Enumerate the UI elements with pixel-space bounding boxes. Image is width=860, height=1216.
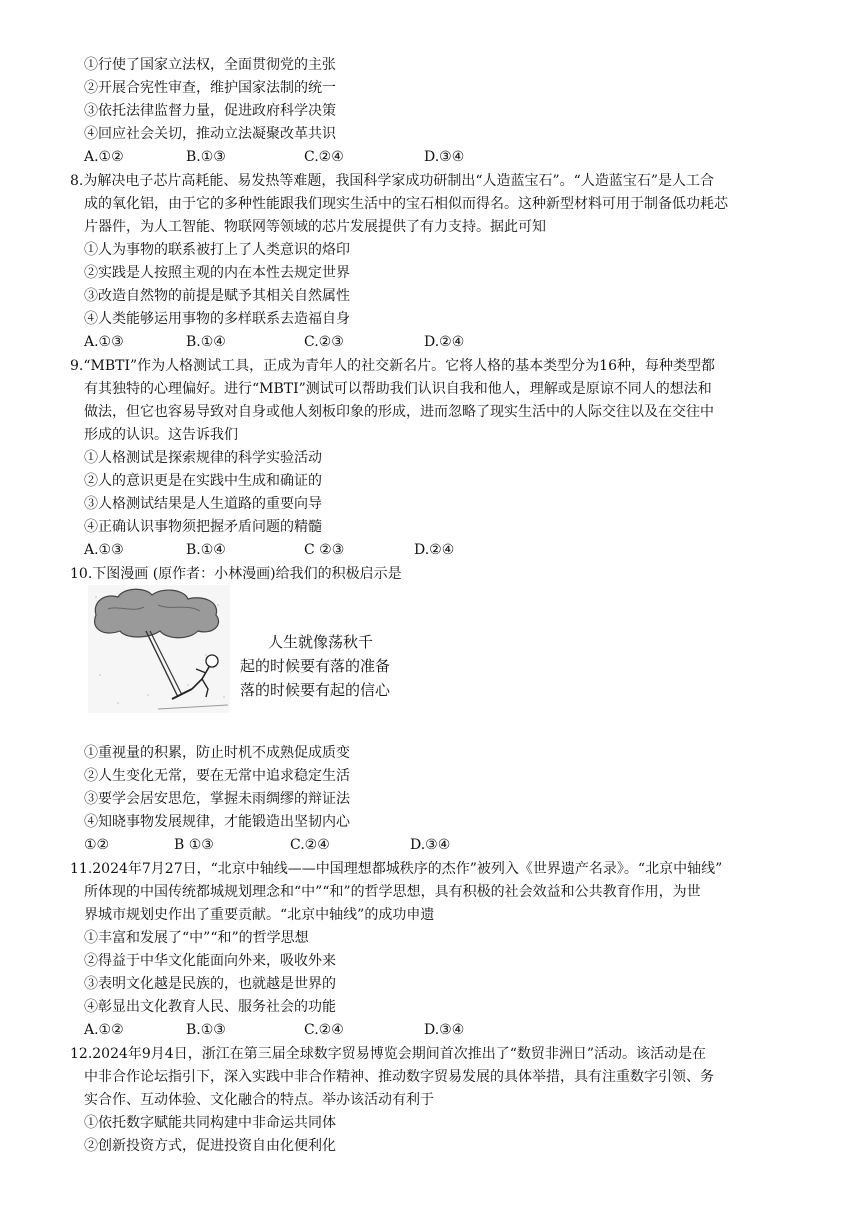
q8-item-3: ③改造自然物的前提是赋予其相关自然属性 [84, 288, 350, 304]
q10-option-d: D.③④ [410, 837, 451, 853]
q12-item-1: ①依托数字赋能共同构建中非命运共同体 [84, 1115, 336, 1131]
q11-stem-line-1: 11.2024年7月27日，“北京中轴线——中国理想都城秩序的杰作”被列入《世界遗产名录》。“北京中轴线” [70, 861, 723, 877]
q10-item-1: ①重视量的积累，防止时机不成熟促成质变 [84, 745, 350, 761]
q8-stem-line-3: 片器件，为人工智能、物联网等领域的芯片发展提供了有力支持。据此可知 [84, 219, 546, 235]
q8-option-d: D.②④ [424, 334, 465, 350]
q11-stem-line-3: 界城市规划史作出了重要贡献。“北京中轴线”的成功申遗 [84, 907, 435, 923]
q11-option-d: D.③④ [424, 1022, 465, 1038]
q8-item-4: ④人类能够运用事物的多样联系去造福自身 [84, 311, 350, 327]
q9-stem-line-1: 9.“MBTI”作为人格测试工具，正成为青年人的社交新名片。它将人格的基本类型分为16种，每种类型都 [70, 358, 715, 374]
q11-option-a: A.①② [84, 1022, 124, 1038]
q10-stem: 10.下图漫画 (原作者：小林漫画)给我们的积极启示是 [70, 566, 402, 582]
q12-stem-line-3: 实合作、互动体验、文化融合的特点。举办该活动有利于 [84, 1092, 434, 1108]
q8-stem-line-1: 8.为解决电子芯片高耗能、易发热等难题，我国科学家成功研制出“人造蓝宝石”。“人造蓝宝石”是人工合 [70, 173, 714, 189]
q9-item-1: ①人格测试是探索规律的科学实验活动 [84, 450, 322, 466]
q10-option-a: ①② [84, 837, 110, 853]
q7-option-d: D.③④ [424, 149, 465, 165]
q11-option-b: B.①③ [186, 1022, 226, 1038]
q10-item-2: ②人生变化无常，要在无常中追求稳定生活 [84, 768, 350, 784]
q7-item-2: ②开展合宪性审查，维护国家法制的统一 [84, 80, 336, 96]
q9-stem-line-3: 做法，但它也容易导致对自身或他人刻板印象的形成，进而忽略了现实生活中的人际交往以及在交往中 [84, 404, 714, 420]
q9-item-4: ④正确认识事物须把握矛盾问题的精髓 [84, 519, 322, 535]
q10-item-4: ④知晓事物发展规律，才能锻造出坚韧内心 [84, 814, 350, 830]
q11-item-1: ①丰富和发展了“中”“和”的哲学思想 [84, 930, 309, 946]
q7-item-4: ④回应社会关切，推动立法凝聚改革共识 [84, 126, 336, 142]
comic-caption-line-1: 人生就像荡秋千 [268, 633, 374, 651]
q8-stem-line-2: 成的氧化铝，由于它的多种性能跟我们现实生活中的宝石相似而得名。这种新型材料可用于制备低功耗芯 [84, 196, 728, 212]
q9-option-c: C ②③ [304, 542, 345, 558]
comic-caption-line-2: 起的时候要有落的准备 [240, 657, 391, 675]
q10-item-3: ③要学会居安思危，掌握未雨绸缪的辩证法 [84, 791, 350, 807]
q7-option-c: C.②④ [304, 149, 344, 165]
q9-item-2: ②人的意识更是在实践中生成和确证的 [84, 473, 322, 489]
q9-option-a: A.①③ [84, 542, 124, 558]
swing-comic-image [88, 585, 230, 713]
q9-stem-line-4: 形成的认识。这告诉我们 [84, 427, 238, 443]
q11-stem-line-2: 所体现的中国传统都城规划理念和“中”“和”的哲学思想，具有积极的社会效益和公共教育作用，为世 [84, 884, 701, 900]
q12-stem-line-1: 12.2024年9月4日，浙江在第三届全球数字贸易博览会期间首次推出了“数贸非洲日”活动。该活动是在 [70, 1046, 707, 1062]
q7-item-3: ③依托法律监督力量，促进政府科学决策 [84, 103, 336, 119]
q11-item-4: ④彰显出文化教育人民、服务社会的功能 [84, 999, 336, 1015]
q11-option-c: C.②④ [304, 1022, 344, 1038]
q8-option-c: C.②③ [304, 334, 344, 350]
q7-option-b: B.①③ [186, 149, 226, 165]
q12-item-2: ②创新投资方式，促进投资自由化便利化 [84, 1138, 336, 1154]
q11-item-3: ③表明文化越是民族的，也就越是世界的 [84, 976, 336, 992]
q8-option-a: A.①③ [84, 334, 124, 350]
q8-option-b: B.①④ [186, 334, 226, 350]
q8-item-2: ②实践是人按照主观的内在本性去规定世界 [84, 265, 350, 281]
q10-option-b: B ①③ [174, 837, 214, 853]
comic-caption-line-3: 落的时候要有起的信心 [240, 681, 391, 699]
q9-stem-line-2: 有其独特的心理偏好。进行“MBTI”测试可以帮助我们认识自我和他人，理解或是原谅不同人的想法和 [84, 381, 712, 397]
q9-option-b: B.①④ [186, 542, 226, 558]
q8-item-1: ①人为事物的联系被打上了人类意识的烙印 [84, 242, 350, 258]
q10-option-c: C.②④ [290, 837, 330, 853]
q7-item-1: ①行使了国家立法权，全面贯彻党的主张 [84, 57, 336, 73]
q7-option-a: A.①② [84, 149, 124, 165]
q9-option-d: D.②④ [414, 542, 455, 558]
q12-stem-line-2: 中非合作论坛指引下，深入实践中非合作精神、推动数字贸易发展的具体举措，具有注重数字引领、务 [84, 1069, 714, 1085]
q9-item-3: ③人格测试结果是人生道路的重要向导 [84, 496, 322, 512]
q11-item-2: ②得益于中华文化能面向外来，吸收外来 [84, 953, 336, 969]
